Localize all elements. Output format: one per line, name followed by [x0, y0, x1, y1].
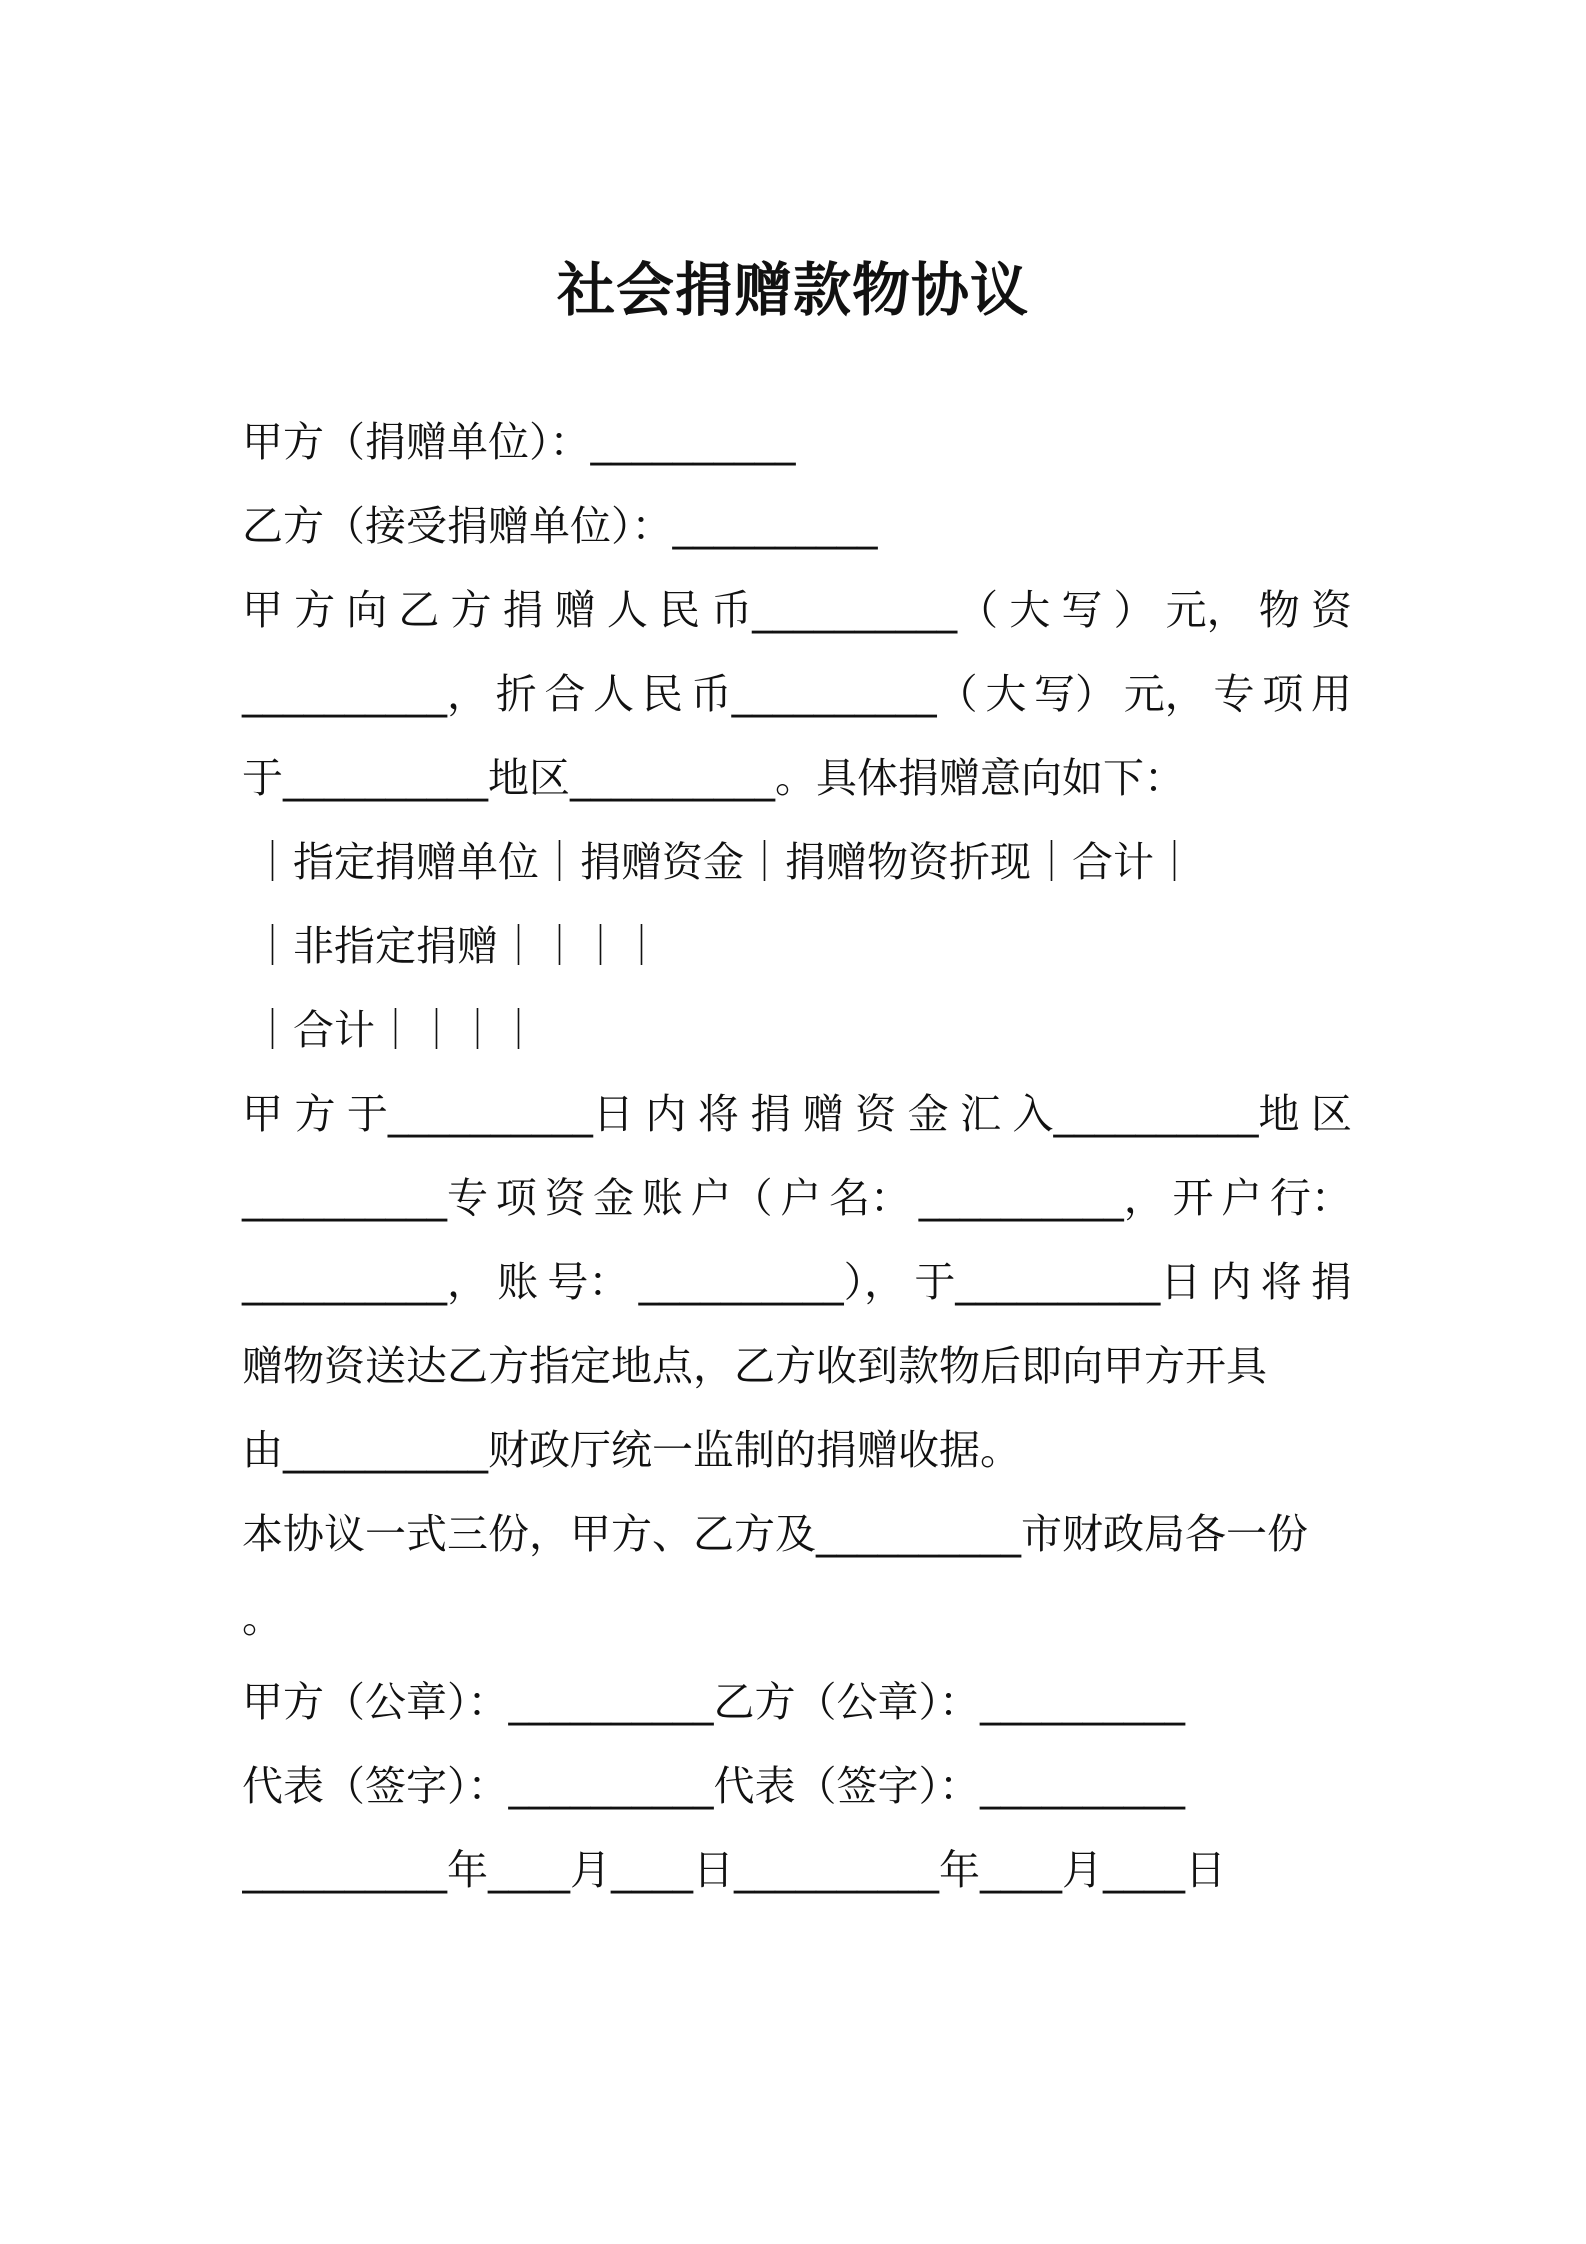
text-segment: 合: [544, 670, 586, 718]
agreement-body: [242, 400, 1352, 1912]
text-segment: 入__________地: [1012, 1090, 1300, 1138]
signature-line: 代表（签字）：__________代表（签字）：__________: [242, 1762, 1185, 1810]
text-segment: 于__________日: [914, 1258, 1202, 1306]
text-segment: ）: [1113, 586, 1155, 634]
text-segment: 捐: [502, 586, 544, 634]
text-segment: 方: [294, 1090, 336, 1138]
text-segment: 内: [645, 1090, 687, 1138]
text-segment: 折: [495, 670, 537, 718]
text-segment: 元，: [1123, 670, 1206, 718]
text-segment: __________，: [918, 1174, 1165, 1222]
text-segment: 人: [606, 586, 648, 634]
text-segment: 大: [985, 670, 1027, 718]
text-segment: __________，: [242, 670, 488, 718]
text-segment: 方: [294, 586, 336, 634]
text-segment: 向: [346, 586, 388, 634]
text-segment: 于__________日: [346, 1090, 634, 1138]
text-segment: 赠: [554, 586, 596, 634]
text-segment: 大: [1009, 586, 1051, 634]
text-segment: 行：: [1269, 1174, 1352, 1222]
party-a-line: 甲方（捐赠单位）：__________: [242, 418, 796, 466]
text-segment: 币__________（: [690, 670, 978, 718]
text-segment: 号：: [547, 1258, 630, 1306]
text-segment: 项: [1262, 670, 1304, 718]
text-segment: 资: [855, 1090, 897, 1138]
paragraph2-line5: 由__________财政厅统一监制的捐赠收据。: [242, 1426, 1021, 1474]
text-segment: 专: [1213, 670, 1255, 718]
text-segment: 方: [450, 586, 492, 634]
intent-table-row-total: ｜合计｜｜｜｜: [252, 1006, 539, 1054]
date-line: __________年____月____日__________年____月____日: [242, 1846, 1226, 1894]
text-segment: 账: [497, 1258, 539, 1306]
text-segment: __________专: [242, 1174, 488, 1222]
text-segment: 人: [593, 670, 635, 718]
text-segment: 捐: [1310, 1258, 1352, 1306]
text-segment: 将: [697, 1090, 739, 1138]
text-segment: 币__________（: [711, 586, 999, 634]
intent-table-row-nondesignated: ｜非指定捐赠｜｜｜｜: [252, 922, 662, 970]
text-segment: 民: [659, 586, 700, 634]
text-segment: 资: [1310, 586, 1352, 634]
seal-line: 甲方（公章）：__________乙方（公章）：__________: [242, 1678, 1185, 1726]
text-segment: 将: [1260, 1258, 1302, 1306]
paragraph3-line1: 本协议一式三份，甲方、乙方及__________市财政局各一份: [242, 1510, 1308, 1558]
paragraph1-line1: [242, 568, 1352, 652]
paragraph2-line1: [242, 1072, 1352, 1156]
paragraph2-line4: 赠物资送达乙方指定地点，乙方收到款物后即向甲方开具: [242, 1342, 1267, 1390]
text-segment: 金: [907, 1090, 949, 1138]
text-segment: 物: [1258, 586, 1300, 634]
party-b-line: 乙方（接受捐赠单位）：__________: [242, 502, 878, 550]
text-segment: 项: [495, 1174, 537, 1222]
text-segment: 名：: [829, 1174, 912, 1222]
text-segment: 写: [1061, 586, 1103, 634]
text-segment: 金: [593, 1174, 635, 1222]
text-segment: 区: [1310, 1090, 1352, 1138]
paragraph3-line2: 。: [242, 1594, 283, 1642]
text-segment: __________，: [242, 1258, 488, 1306]
text-segment: 户: [1221, 1174, 1263, 1222]
text-segment: 民: [641, 670, 683, 718]
text-segment: 甲: [242, 1090, 283, 1138]
text-segment: 写）: [1034, 670, 1117, 718]
intent-table-header-row: ｜指定捐赠单位｜捐赠资金｜捐赠物资折现｜合计｜: [252, 838, 1195, 886]
paragraph2-line2: [242, 1156, 1352, 1240]
text-segment: 户（: [690, 1174, 773, 1222]
text-segment: 户: [780, 1174, 822, 1222]
page-title: 社会捐赠款物协议: [556, 256, 1029, 324]
text-segment: 资: [544, 1174, 586, 1222]
text-segment: 元，: [1165, 586, 1248, 634]
paragraph2-line3: [242, 1240, 1352, 1324]
text-segment: 开: [1172, 1174, 1214, 1222]
text-segment: 甲: [242, 586, 283, 634]
text-segment: 汇: [960, 1090, 1002, 1138]
text-segment: __________），: [638, 1258, 906, 1306]
paragraph1-line3: 于__________地区__________。具体捐赠意向如下：: [242, 754, 1185, 802]
text-segment: 乙: [398, 586, 440, 634]
paragraph1-line2: [242, 652, 1352, 736]
text-segment: 内: [1210, 1258, 1252, 1306]
text-segment: 赠: [802, 1090, 844, 1138]
text-segment: 用: [1310, 670, 1352, 718]
text-segment: 捐: [750, 1090, 792, 1138]
text-segment: 账: [641, 1174, 683, 1222]
